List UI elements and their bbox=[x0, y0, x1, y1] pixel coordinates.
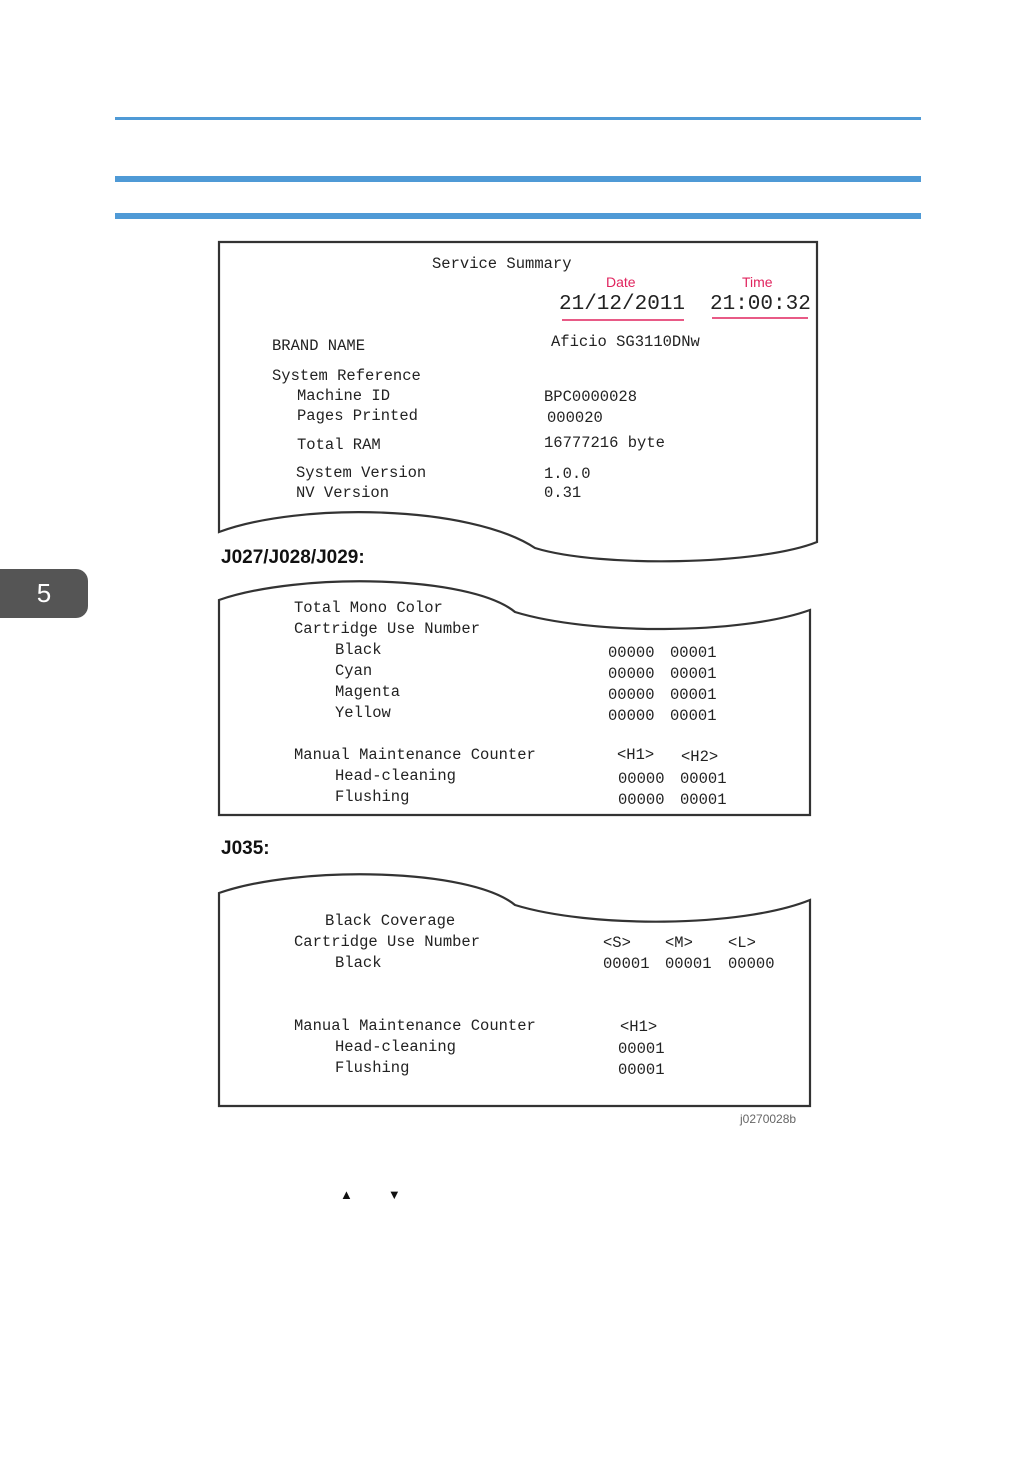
section2-panel-outline bbox=[219, 874, 810, 1106]
yellow-value-b: 00001 bbox=[670, 707, 717, 725]
section2-title: Black Coverage bbox=[325, 912, 456, 930]
m-header: <M> bbox=[665, 934, 693, 952]
time-value: 21:00:32 bbox=[710, 293, 811, 316]
cyan-value-a: 00000 bbox=[608, 665, 655, 683]
down-arrow-icon: ▼ bbox=[387, 1187, 401, 1202]
system-reference-label: System Reference bbox=[272, 367, 421, 385]
brand-label: BRAND NAME bbox=[272, 337, 366, 355]
black-label: Black bbox=[335, 641, 382, 659]
cyan-value-b: 00001 bbox=[670, 665, 717, 683]
flushing-value-b: 00001 bbox=[680, 791, 727, 809]
pages-printed-label: Pages Printed bbox=[297, 407, 418, 425]
nav-arrows bbox=[340, 1187, 401, 1202]
section1-h2-header: <H2> bbox=[681, 748, 719, 766]
cyan-label: Cyan bbox=[335, 662, 373, 680]
section1-title: Total Mono Color bbox=[294, 599, 443, 617]
chapter-number: 5 bbox=[36, 578, 52, 608]
machine-id-label: Machine ID bbox=[297, 387, 391, 405]
section1-heading: J027/J028/J029: bbox=[221, 547, 365, 568]
section1-maintenance-label: Manual Maintenance Counter bbox=[294, 746, 536, 764]
section2-black-label: Black bbox=[335, 954, 382, 972]
nv-version-value: 0.31 bbox=[544, 484, 582, 502]
section2-flushing-value: 00001 bbox=[618, 1061, 665, 1079]
head-cleaning-value-a: 00000 bbox=[618, 770, 665, 788]
section1-h1-header: <H1> bbox=[617, 746, 655, 764]
section2-head-cleaning-value: 00001 bbox=[618, 1040, 665, 1058]
total-ram-label: Total RAM bbox=[297, 436, 381, 454]
system-version-value: 1.0.0 bbox=[544, 465, 591, 483]
magenta-value-b: 00001 bbox=[670, 686, 717, 704]
head-cleaning-value-b: 00001 bbox=[680, 770, 727, 788]
yellow-value-a: 00000 bbox=[608, 707, 655, 725]
flushing-label: Flushing bbox=[335, 788, 410, 806]
head-cleaning-label: Head-cleaning bbox=[335, 767, 456, 785]
black-value-a: 00000 bbox=[608, 644, 655, 662]
magenta-value-a: 00000 bbox=[608, 686, 655, 704]
section2-flushing-label: Flushing bbox=[335, 1059, 410, 1077]
flushing-value-a: 00000 bbox=[618, 791, 665, 809]
nv-version-label: NV Version bbox=[296, 484, 390, 502]
up-arrow-icon: ▲ bbox=[340, 1187, 353, 1202]
pages-printed-value: 000020 bbox=[547, 409, 603, 427]
time-label: Time bbox=[742, 274, 773, 290]
system-version-label: System Version bbox=[296, 464, 427, 482]
total-ram-value: 16777216 byte bbox=[544, 434, 665, 452]
section2-h1-header: <H1> bbox=[620, 1018, 658, 1036]
black-value-b: 00001 bbox=[670, 644, 717, 662]
yellow-label: Yellow bbox=[335, 704, 391, 722]
section2-black-m: 00001 bbox=[665, 955, 712, 973]
brand-value: Aficio SG3110DNw bbox=[551, 333, 700, 351]
s-header: <S> bbox=[603, 934, 631, 952]
figure-id: j0270028b bbox=[740, 1112, 797, 1126]
date-value: 21/12/2011 bbox=[559, 293, 686, 316]
section2-cartridge-label: Cartridge Use Number bbox=[294, 933, 481, 951]
summary-title: Service Summary bbox=[432, 255, 572, 273]
section2-heading: J035: bbox=[221, 838, 270, 859]
l-header: <L> bbox=[728, 934, 756, 952]
date-label: Date bbox=[606, 274, 636, 290]
section2-black-s: 00001 bbox=[603, 955, 650, 973]
magenta-label: Magenta bbox=[335, 683, 401, 701]
section2-head-cleaning-label: Head-cleaning bbox=[335, 1038, 456, 1056]
section2-maintenance-label: Manual Maintenance Counter bbox=[294, 1017, 536, 1035]
section1-cartridge-label: Cartridge Use Number bbox=[294, 620, 481, 638]
machine-id-value: BPC0000028 bbox=[544, 388, 638, 406]
section2-black-l: 00000 bbox=[728, 955, 775, 973]
